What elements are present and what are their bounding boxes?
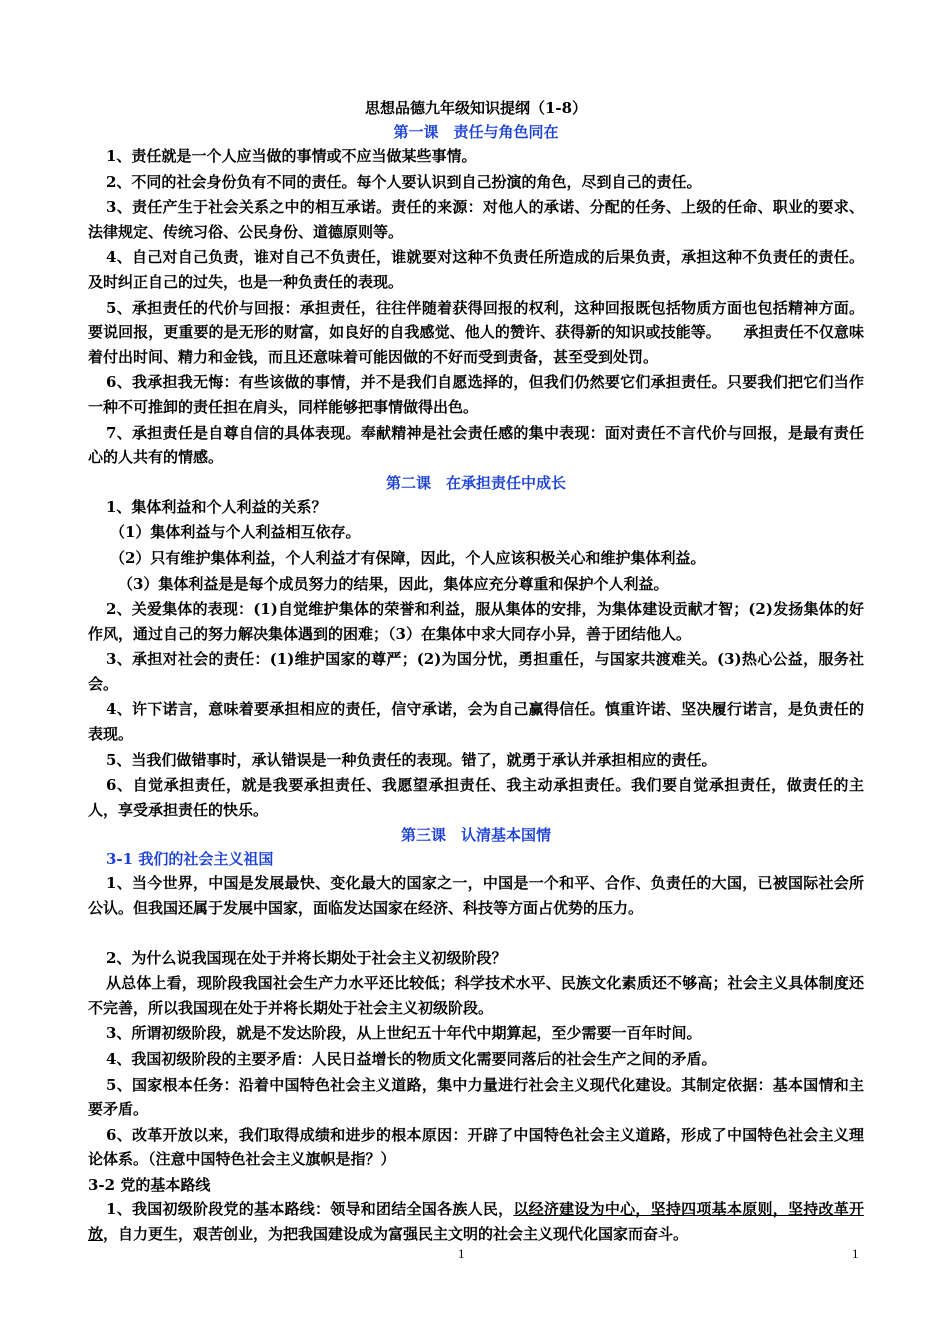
paragraph: 6、自觉承担责任，就是我要承担责任、我愿望承担责任、我主动承担责任。我们要自觉承担责任，做责任的主人，享受承担责任的快乐。 — [88, 776, 864, 819]
paragraph: 5、国家根本任务：沿着中国特色社会主义道路，集中力量进行社会主义现代化建设。其制定依据：基本国情和主要矛盾。 — [88, 1075, 864, 1119]
paragraph: 2、关爱集体的表现：(1)自觉维护集体的荣誉和利益，服从集体的安排，为集体建设贡献才智；(2)发扬集体的好作风，通过自己的努力解决集体遇到的困难；（3）在集体中求大同存小异，善于团结他人。 — [88, 600, 864, 643]
paragraph: 4、我国初级阶段的主要矛盾：人民日益增长的物质文化需要同落后的社会生产之间的矛盾。 — [106, 1050, 717, 1068]
document-page — [88, 96, 864, 1247]
blank-line — [88, 922, 864, 946]
text-run: ，自力更生，艰苦创业，为把我国建设成为富强民主文明的社会主义现代化国家而奋斗。 — [103, 1224, 689, 1243]
paragraph: 7、承担责任是自尊自信的具体表现。奉献精神是社会责任感的集中表现：面对责任不言代价与回报，是最有责任心的人共有的情感。 — [88, 423, 864, 467]
paragraph: 5、当我们做错事时，承认错误是一种负责任的表现。错了，就勇于承认并承担相应的责任。 — [106, 750, 717, 769]
lesson-1-heading: 第一课 责任与角色同在 — [393, 123, 559, 141]
paragraph — [88, 1197, 864, 1246]
section-3-1-title: 3-1 我们的社会主义祖国 — [106, 850, 274, 869]
paragraph: 3、责任产生于社会关系之中的相互承诺。责任的来源：对他人的承诺、分配的任务、上级的任命、职业的要求、法律规定、传统习俗、公民身份、道德原则等。 — [88, 198, 864, 241]
paragraph: 6、我承担我无悔：有些该做的事情，并不是我们自愿选择的，但我们仍然要它们承担责任。只要我们把它们当作一种不可推卸的责任担在肩头，同样能够把事情做得出色。 — [88, 373, 864, 416]
paragraph: 从总体上看，现阶段我国社会生产力水平还比较低；科学技术水平、民族文化素质还不够高；社会主义具体制度还不完善，所以我国现在处于并将长期处于社会主义初级阶段。 — [88, 974, 864, 1017]
paragraph: 5、承担责任的代价与回报：承担责任，往往伴随着获得回报的权利，这种回报既包括物质方面也包括精神方面。要说回报，更重要的是无形的财富，如良好的自我感觉、他人的赞许、获得新的知识或技能等。 承担责任不仅意味着付出时间、精力和金钱，而且还意味着可能因做的不好而受到责备，甚至受到处罚。 — [88, 298, 864, 366]
paragraph: 3、所谓初级阶段，就是不发达阶段，从上世纪五十年代中期算起，至少需要一百年时间。 — [106, 1024, 702, 1043]
paragraph: 6、改革开放以来，我们取得成绩和进步的根本原因：开辟了中国特色社会主义道路，形成了中国特色社会主义理论体系。（注意中国特色社会主义旗帜是指？） — [88, 1125, 864, 1169]
paragraph: 1、集体利益和个人利益的关系？ — [106, 497, 327, 516]
page-number-center: 1 — [458, 1246, 465, 1261]
paragraph: （2）只有维护集体利益，个人利益才有保障，因此，个人应该积极关心和维护集体利益。 — [110, 548, 706, 567]
paragraph: （1）集体利益与个人利益相互依存。 — [110, 523, 361, 542]
lesson-3-heading: 第三课 认清基本国情 — [400, 826, 551, 845]
paragraph: （3）集体利益是是每个成员努力的结果，因此，集体应充分尊重和保护个人利益。 — [118, 574, 669, 593]
page-number-right: 1 — [852, 1246, 859, 1261]
paragraph: 2、为什么说我国现在处于并将长期处于社会主义初级阶段？ — [106, 948, 507, 967]
lesson-2-heading: 第二课 在承担责任中成长 — [385, 473, 566, 492]
paragraph: 4、自己对自己负责，谁对自己不负责任，谁就要对这种不负责任所造成的后果负责，承担这种不负责任的责任。及时纠正自己的过失，也是一种负责任的表现。 — [88, 248, 864, 291]
paragraph: 2、不同的社会身份负有不同的责任。每个人要认识到自己扮演的角色，尽到自己的责任。 — [106, 172, 702, 191]
paragraph: 3、承担对社会的责任：(1)维护国家的尊严；(2)为国分忧，勇担重任，与国家共渡难关。(3)热心公益，服务社会。 — [88, 650, 864, 693]
text-run: 1、我国初级阶段党的基本路线：领导和团结全国各族人民， — [106, 1199, 514, 1218]
section-3-2-title: 3-2 党的基本路线 — [88, 1175, 211, 1194]
paragraph: 4、许下诺言，意味着要承担相应的责任，信守承诺，会为自己赢得信任。慎重许诺、坚决履行诺言，是负责任的表现。 — [88, 700, 864, 744]
paragraph: 1、当今世界，中国是发展最快、变化最大的国家之一，中国是一个和平、合作、负责任的大国，已被国际社会所公认。但我国还属于发展中国家，面临发达国家在经济、科技等方面占优势的压力。 — [88, 874, 864, 918]
paragraph: 1、责任就是一个人应当做的事情或不应当做某些事情。 — [106, 147, 477, 165]
document-title: 思想品德九年级知识提纲（1-8） — [364, 99, 588, 117]
underlined-text: 以经济建设为中心，坚持四项基本原则，坚持改革开放 — [88, 1199, 864, 1243]
